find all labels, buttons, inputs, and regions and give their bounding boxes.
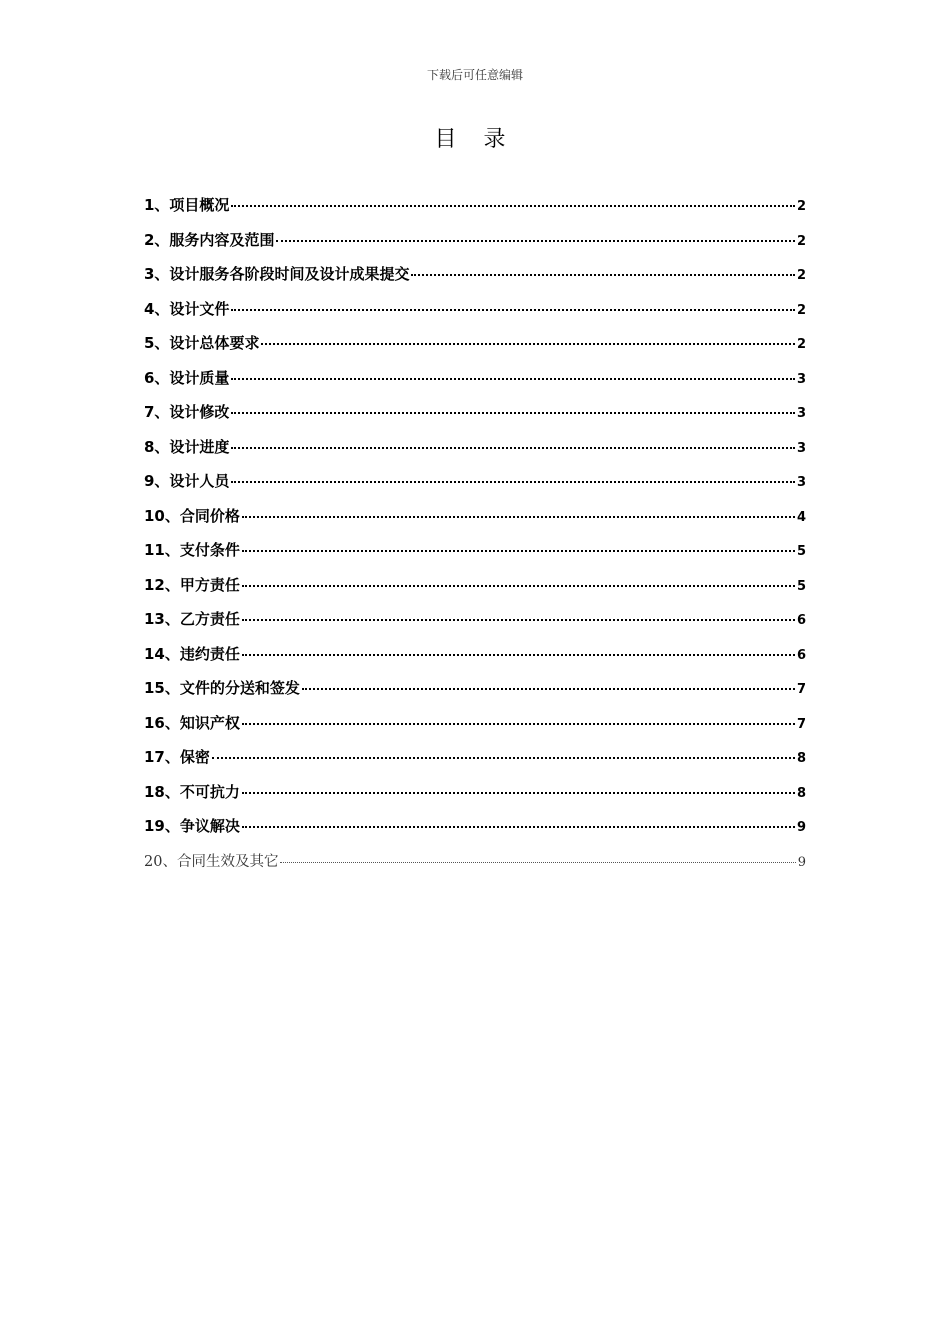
toc-entry-5[interactable] [144,332,806,367]
toc-entry-label: 6、设计质量 [144,368,230,387]
toc-entry-16[interactable] [144,712,806,747]
toc-entry-6[interactable] [144,367,806,402]
toc-entry-page: 2 [796,302,806,318]
toc-dot-leader [231,481,795,483]
toc-entry-page: 5 [796,544,806,559]
toc-dot-leader [242,723,795,725]
toc-entry-page: 5 [796,578,806,594]
toc-entry-page: 8 [796,751,806,766]
toc-entry-10[interactable] [144,505,806,540]
toc-entry-11[interactable] [144,539,806,574]
table-of-contents [144,194,806,884]
toc-entry-label: 18、不可抗力 [144,782,240,801]
toc-entry-page: 2 [796,268,806,283]
toc-entry-label: 7、设计修改 [144,403,230,421]
toc-entry-18[interactable] [144,781,806,816]
toc-entry-page: 3 [796,371,806,387]
toc-entry-page: 2 [796,199,806,214]
toc-entry-page: 9 [796,820,806,835]
page-header: 下载后可任意编辑 [426,68,523,82]
toc-entry-label: 14、违约责任 [144,644,240,663]
toc-dot-leader [242,826,795,828]
toc-dot-leader [212,757,795,759]
toc-dot-leader [231,447,795,449]
toc-entry-17[interactable] [144,746,806,781]
toc-entry-7[interactable] [144,401,806,436]
toc-entry-label: 8、设计进度 [144,437,230,456]
toc-dot-leader [302,688,795,690]
toc-entry-label: 11、支付条件 [144,541,240,559]
toc-entry-page: 2 [796,337,806,352]
toc-entry-label: 10、合同价格 [144,506,240,525]
toc-dot-leader [242,792,795,794]
toc-entry-page: 9 [797,854,806,870]
toc-entry-label: 13、乙方责任 [144,610,240,628]
toc-entry-page: 6 [796,647,806,663]
toc-entry-20[interactable] [144,850,806,885]
toc-entry-19[interactable] [144,815,806,850]
toc-entry-2[interactable] [144,229,806,264]
toc-entry-page: 4 [796,509,806,525]
toc-entry-9[interactable] [144,470,806,505]
toc-entry-label: 16、知识产权 [144,713,240,732]
toc-entry-page: 3 [796,406,806,421]
toc-entry-3[interactable] [144,263,806,298]
toc-entry-label: 1、项目概况 [144,196,230,214]
toc-dot-leader [231,205,795,207]
toc-dot-leader [276,240,795,242]
toc-entry-13[interactable] [144,608,806,643]
toc-dot-leader [242,654,795,656]
toc-entry-page: 3 [796,475,806,490]
toc-entry-label: 12、甲方责任 [144,575,240,594]
toc-entry-page: 7 [796,716,806,732]
toc-entry-page: 3 [796,440,806,456]
toc-entry-page: 6 [796,613,806,628]
toc-entry-page: 8 [796,785,806,801]
toc-entry-label: 9、设计人员 [144,472,230,490]
toc-entry-label: 15、文件的分送和签发 [144,679,300,697]
toc-dot-leader [280,862,795,863]
toc-entry-14[interactable] [144,643,806,678]
toc-dot-leader [411,274,795,276]
toc-dot-leader [231,309,795,311]
toc-entry-page: 2 [796,233,806,249]
toc-entry-page: 7 [796,682,806,697]
toc-dot-leader [242,585,795,587]
toc-entry-label: 19、争议解决 [144,817,240,835]
toc-entry-12[interactable] [144,574,806,609]
toc-entry-1[interactable] [144,194,806,229]
page-title: 目 录 [434,127,516,152]
toc-entry-15[interactable] [144,677,806,712]
toc-entry-label: 3、设计服务各阶段时间及设计成果提交 [144,265,410,283]
toc-dot-leader [261,343,795,345]
toc-dot-leader [242,550,795,552]
toc-dot-leader [242,516,795,518]
toc-entry-8[interactable] [144,436,806,471]
toc-entry-label: 4、设计文件 [144,299,230,318]
toc-entry-label: 20、合同生效及其它 [144,853,279,870]
toc-dot-leader [231,378,795,380]
toc-dot-leader [231,412,795,414]
toc-entry-label: 5、设计总体要求 [144,334,260,352]
toc-dot-leader [242,619,795,621]
toc-entry-label: 17、保密 [144,748,210,766]
toc-entry-label: 2、服务内容及范围 [144,230,275,249]
toc-entry-4[interactable] [144,298,806,333]
